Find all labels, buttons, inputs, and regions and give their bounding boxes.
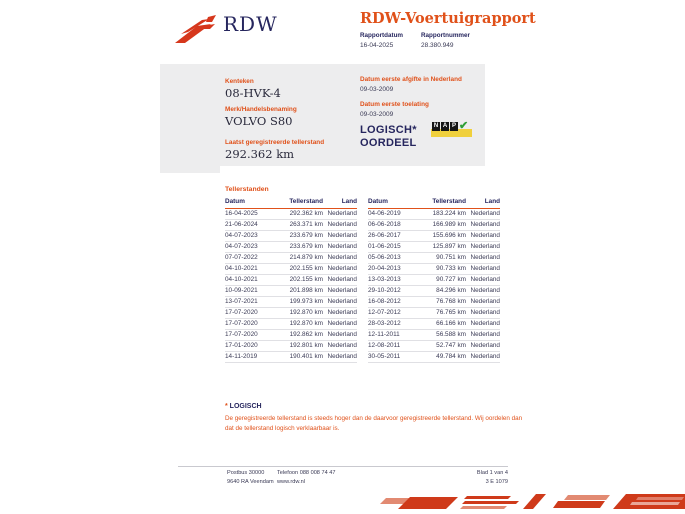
- table-row: [225, 352, 357, 363]
- cell-land: Nederland: [327, 210, 357, 217]
- table-row: [225, 275, 357, 286]
- cell-datum: 04-06-2019: [368, 210, 401, 217]
- table-row: [225, 297, 357, 308]
- col-datum: Datum: [225, 198, 245, 205]
- tellerstanden-title: Tellerstanden: [225, 186, 269, 193]
- cell-land: Nederland: [327, 320, 357, 327]
- cell-land: Nederland: [470, 309, 500, 316]
- cell-land: Nederland: [470, 243, 500, 250]
- table-body: [368, 209, 500, 363]
- cell-tellerstand: 201.898 km: [289, 287, 323, 294]
- cell-datum: 10-09-2021: [225, 287, 258, 294]
- cell-tellerstand: 292.362 km: [289, 210, 323, 217]
- cell-land: Nederland: [470, 287, 500, 294]
- cell-land: Nederland: [327, 331, 357, 338]
- table-row: [368, 352, 500, 363]
- cell-datum: 12-07-2012: [368, 309, 401, 316]
- tellerstand-label: Laatst geregistreerde tellerstand: [225, 139, 325, 146]
- cell-datum: 06-06-2018: [368, 221, 401, 228]
- cell-datum: 26-06-2017: [368, 232, 401, 239]
- cell-land: Nederland: [470, 276, 500, 283]
- cell-land: Nederland: [470, 320, 500, 327]
- cell-tellerstand: 192.870 km: [289, 309, 323, 316]
- toelating-value: 09-03-2009: [360, 111, 394, 118]
- cell-land: Nederland: [470, 221, 500, 228]
- cell-tellerstand: 214.879 km: [289, 254, 323, 261]
- footer-page: Blad 1 van 4: [476, 470, 508, 476]
- nap-logo: [431, 122, 477, 137]
- cell-datum: 20-04-2013: [368, 265, 401, 272]
- tellerstand-value: 292.362 km: [225, 147, 295, 161]
- col-land: Land: [484, 198, 500, 205]
- cell-tellerstand: 49.784 km: [436, 353, 466, 360]
- report-number-label: Rapportnummer: [421, 32, 470, 39]
- nap-letter-p: P: [451, 123, 456, 129]
- kenteken-label: Kenteken: [225, 78, 254, 85]
- cell-land: Nederland: [470, 353, 500, 360]
- table-row: [368, 297, 500, 308]
- cell-tellerstand: 90.751 km: [436, 254, 466, 261]
- table-row: [225, 242, 357, 253]
- footnote-title-text: LOGISCH: [227, 403, 262, 410]
- table-row: [225, 209, 357, 220]
- oordeel-text: [360, 124, 417, 150]
- table-row: [368, 319, 500, 330]
- table-row: [225, 330, 357, 341]
- cell-datum: 04-07-2023: [225, 232, 258, 239]
- table-row: [225, 264, 357, 275]
- footnote-title: [225, 403, 262, 410]
- table-row: [368, 231, 500, 242]
- cell-datum: 16-08-2012: [368, 298, 401, 305]
- cell-tellerstand: 190.401 km: [289, 353, 323, 360]
- col-land: Land: [341, 198, 357, 205]
- merk-value: VOLVO S80: [225, 114, 293, 128]
- cell-land: Nederland: [327, 287, 357, 294]
- oordeel-line2: OORDEEL: [360, 137, 417, 149]
- oordeel-line1: LOGISCH*: [360, 124, 417, 136]
- footer-address2: 9640 RA Veendam: [227, 479, 274, 485]
- col-tellerstand: Tellerstand: [289, 198, 323, 205]
- cell-tellerstand: 76.765 km: [436, 309, 466, 316]
- nap-letter-a: A: [442, 123, 448, 129]
- table-header: [225, 196, 357, 209]
- cell-tellerstand: 166.989 km: [432, 221, 466, 228]
- footnote-line1: De geregistreerde tellerstand is steeds hoger dan de daarvoor geregistreerde tellerstand. Wij oordelen dan: [225, 415, 523, 422]
- rdw-stripes-graphic: [368, 488, 685, 514]
- cell-land: Nederland: [327, 243, 357, 250]
- cell-tellerstand: 90.733 km: [436, 265, 466, 272]
- odometer-table-left: [225, 196, 357, 363]
- cell-datum: 17-07-2020: [225, 320, 258, 327]
- table-header: [368, 196, 500, 209]
- cell-datum: 04-07-2023: [225, 243, 258, 250]
- cell-land: Nederland: [327, 342, 357, 349]
- nap-letter-n: N: [433, 123, 439, 129]
- table-row: [368, 286, 500, 297]
- table-row: [368, 264, 500, 275]
- cell-land: Nederland: [327, 265, 357, 272]
- footer-phone: Telefoon 088 008 74 47: [277, 470, 336, 476]
- cell-tellerstand: 52.747 km: [436, 342, 466, 349]
- cell-land: Nederland: [327, 232, 357, 239]
- checkmark-icon: ✔: [459, 120, 469, 132]
- cell-datum: 12-11-2011: [368, 331, 400, 338]
- cell-tellerstand: 263.371 km: [289, 221, 323, 228]
- table-row: [225, 341, 357, 352]
- cell-tellerstand: 233.679 km: [289, 232, 323, 239]
- table-row: [368, 209, 500, 220]
- cell-land: Nederland: [470, 331, 500, 338]
- cell-datum: 04-10-2021: [225, 276, 258, 283]
- cell-land: Nederland: [327, 221, 357, 228]
- table-row: [368, 253, 500, 264]
- afgifte-label: Datum eerste afgifte in Nederland: [360, 76, 462, 83]
- cell-datum: 17-01-2020: [225, 342, 258, 349]
- table-row: [368, 242, 500, 253]
- cell-land: Nederland: [470, 210, 500, 217]
- report-number-value: 28.380.949: [421, 42, 454, 49]
- cell-land: Nederland: [327, 276, 357, 283]
- cell-tellerstand: 192.862 km: [289, 331, 323, 338]
- cell-tellerstand: 76.768 km: [436, 298, 466, 305]
- cell-tellerstand: 56.588 km: [436, 331, 466, 338]
- rdw-logo-text: RDW: [223, 12, 278, 36]
- cell-datum: 12-08-2011: [368, 342, 401, 349]
- cell-tellerstand: 199.973 km: [289, 298, 323, 305]
- report-date-value: 16-04-2025: [360, 42, 394, 49]
- summary-panel-notch: [160, 166, 220, 173]
- cell-land: Nederland: [470, 232, 500, 239]
- cell-datum: 29-10-2012: [368, 287, 401, 294]
- cell-datum: 01-06-2015: [368, 243, 401, 250]
- cell-land: Nederland: [327, 298, 357, 305]
- rdw-wing-icon: [175, 13, 219, 45]
- cell-tellerstand: 90.727 km: [436, 276, 466, 283]
- col-tellerstand: Tellerstand: [432, 198, 466, 205]
- footer-rule: [178, 466, 508, 467]
- table-row: [225, 308, 357, 319]
- cell-datum: 14-11-2019: [225, 353, 258, 360]
- cell-datum: 05-06-2013: [368, 254, 401, 261]
- footnote-line2: dat de tellerstand logisch verklaarbaar is.: [225, 425, 340, 432]
- table-body: [225, 209, 357, 363]
- cell-land: Nederland: [327, 254, 357, 261]
- cell-land: Nederland: [327, 309, 357, 316]
- cell-tellerstand: 155.696 km: [432, 232, 466, 239]
- afgifte-value: 09-03-2009: [360, 86, 394, 93]
- kenteken-value: 08-HVK-4: [225, 86, 281, 100]
- cell-land: Nederland: [327, 353, 357, 360]
- cell-tellerstand: 66.166 km: [436, 320, 466, 327]
- merk-label: Merk/Handelsbenaming: [225, 106, 297, 113]
- cell-land: Nederland: [470, 254, 500, 261]
- cell-datum: 16-04-2025: [225, 210, 258, 217]
- page-title: RDW-Voertuigrapport: [360, 10, 536, 27]
- cell-tellerstand: 125.897 km: [432, 243, 466, 250]
- cell-tellerstand: 202.155 km: [289, 265, 323, 272]
- table-row: [225, 253, 357, 264]
- cell-datum: 28-03-2012: [368, 320, 401, 327]
- cell-datum: 13-03-2013: [368, 276, 401, 283]
- cell-datum: 17-07-2020: [225, 309, 258, 316]
- footer-doc-code: 3 E 1079: [485, 479, 508, 485]
- table-row: [225, 220, 357, 231]
- cell-land: Nederland: [470, 298, 500, 305]
- report-date-label: Rapportdatum: [360, 32, 404, 39]
- cell-tellerstand: 84.296 km: [436, 287, 466, 294]
- table-row: [225, 231, 357, 242]
- cell-land: Nederland: [470, 265, 500, 272]
- table-row: [225, 286, 357, 297]
- cell-tellerstand: 192.801 km: [289, 342, 323, 349]
- cell-land: Nederland: [470, 342, 500, 349]
- col-datum: Datum: [368, 198, 388, 205]
- cell-datum: 17-07-2020: [225, 331, 258, 338]
- cell-tellerstand: 183.224 km: [432, 210, 466, 217]
- footnote-star: *: [225, 403, 228, 410]
- table-row: [368, 330, 500, 341]
- table-row: [368, 275, 500, 286]
- cell-datum: 07-07-2022: [225, 254, 258, 261]
- cell-datum: 04-10-2021: [225, 265, 258, 272]
- footer-website: www.rdw.nl: [277, 479, 305, 485]
- cell-tellerstand: 233.679 km: [289, 243, 323, 250]
- table-row: [368, 341, 500, 352]
- table-row: [368, 308, 500, 319]
- cell-tellerstand: 192.870 km: [289, 320, 323, 327]
- table-row: [225, 319, 357, 330]
- odometer-table-right: [368, 196, 500, 363]
- cell-tellerstand: 202.155 km: [289, 276, 323, 283]
- cell-datum: 13-07-2021: [225, 298, 258, 305]
- table-row: [368, 220, 500, 231]
- cell-datum: 30-05-2011: [368, 353, 401, 360]
- cell-datum: 21-06-2024: [225, 221, 258, 228]
- footer-address1: Postbus 30000: [227, 470, 265, 476]
- toelating-label: Datum eerste toelating: [360, 101, 429, 108]
